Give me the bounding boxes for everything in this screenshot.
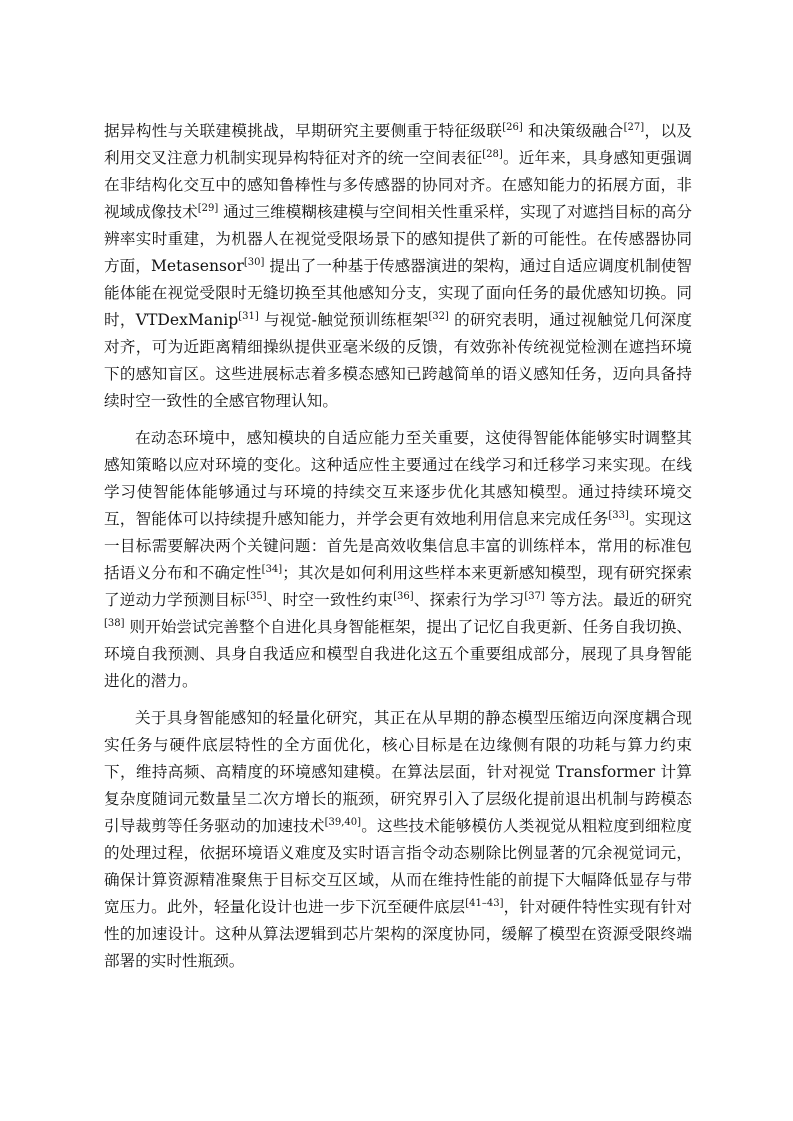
citation-superscript: [35] — [246, 590, 267, 602]
text-run: 等方法。最近的研究 — [544, 591, 692, 609]
citation-superscript: [31] — [238, 310, 259, 322]
text-run: 在动态环境中，感知模块的自适应能力至关重要，这使得智能体能够实时调整其感知策略以应对环境的变化。这种适应性主要通过在线学习和迁移学习来实现。在线学习使智能体能够通过与环境的持续交互来逐步优化其感知模型。通过持续环境交互，智能体可以持续提升感知能力，并学会更有效地利用信息来完成任务 — [104, 429, 692, 528]
citation-superscript: [39,40] — [324, 816, 362, 828]
citation-superscript: [27] — [623, 121, 645, 133]
citation-superscript: [32] — [428, 310, 449, 322]
citation-superscript: [41–43] — [465, 897, 504, 909]
text-run: 和决策级融合 — [522, 122, 624, 140]
citation-superscript: [36] — [393, 590, 414, 602]
text-run: 与视觉-触觉预训练框架 — [258, 311, 429, 329]
citation-superscript: [33] — [608, 509, 629, 521]
text-run: 据异构性与关联建模挑战，早期研究主要侧重于特征级联 — [104, 122, 503, 140]
citation-superscript: [28] — [482, 148, 503, 160]
text-run: 、探索行为学习 — [413, 591, 525, 609]
text-run: 。这些技术能够模仿人类视觉从粗粒度到细粒度的处理过程，依据环境语义难度及实时语言指令动态剔除比例显著的冗余视觉词元，确保计算资源精准聚焦于目标交互区域，从而在维持性能的前提下大幅降低显存与带宽压力。此外，轻量化设计也进一步下沉至硬件底层 — [104, 817, 692, 916]
citation-superscript: [29] — [197, 202, 219, 214]
paragraph — [104, 705, 692, 975]
body-text — [104, 118, 692, 985]
text-run: 、时空一致性约束 — [266, 591, 394, 609]
citation-superscript: [30] — [243, 256, 265, 268]
text-run: 则开始尝试完善整个自进化具身智能框架，提出了记忆自我更新、任务自我切换、环境自我预测、具身自我适应和模型自我进化这五个重要组成部分，展现了具身智能进化的潜力。 — [104, 618, 692, 690]
text-run: 提出了一种基于传感器演进的架构，通过自适应调度机制使智能体能在视觉受限时无缝切换至其他感知分支，实现了面向任务的最优感知切换。同时，VTDexManip — [104, 257, 692, 329]
text-run: 通过三维模糊核建模与空间相关性重采样，实现了对遮挡目标的高分辨率实时重建，为机器人在视觉受限场景下的感知提供了新的可能性。在传感器协同方面，Metasensor — [104, 203, 692, 275]
text-run: 的研究表明，通过视触觉几何深度对齐，可为近距离精细操纵提供亚毫米级的反馈，有效弥补传统视觉检测在遮挡环境下的感知盲区。这些进展标志着多模态感知已跨越简单的语义感知任务，迈向具备持续时空一致性的全感官物理认知。 — [104, 311, 692, 410]
citation-superscript: [34] — [261, 563, 283, 575]
text-run: ，针对硬件特性实现有针对性的加速设计。这种从算法逻辑到芯片架构的深度协同，缓解了模型在资源受限终端部署的实时性瓶颈。 — [104, 898, 692, 970]
text-run: ，以及利用交叉注意力机制实现异构特征对齐的统一空间表征 — [104, 122, 692, 167]
citation-superscript: [37] — [524, 590, 545, 602]
paragraph — [104, 425, 692, 695]
citation-superscript: [26] — [502, 121, 523, 133]
text-run: 关于具身智能感知的轻量化研究，其正在从早期的静态模型压缩迈向深度耦合现实任务与硬件底层特性的全方面优化，核心目标是在边缘侧有限的功耗与算力约束下，维持高频、高精度的环境感知建模。在算法层面，针对视觉 Transformer 计算复杂度随词元数量呈二次方增长的瓶颈，研究界引入了层级化提前退出机制与跨模态引导裁剪等任务驱动的加速技术 — [104, 709, 692, 835]
paragraph — [104, 118, 692, 415]
text-run: 。实现这一目标需要解决两个关键问题：首先是高效收集信息丰富的训练样本，常用的标准包括语义分布和不确定性 — [104, 510, 692, 582]
text-run: ；其次是如何利用这些样本来更新感知模型，现有研究探索了逆动力学预测目标 — [104, 564, 692, 609]
citation-superscript: [38] — [104, 617, 125, 629]
text-run: 。近年来，具身感知更强调在非结构化交互中的感知鲁棒性与多传感器的协同对齐。在感知能力的拓展方面，非视域成像技术 — [104, 149, 692, 221]
